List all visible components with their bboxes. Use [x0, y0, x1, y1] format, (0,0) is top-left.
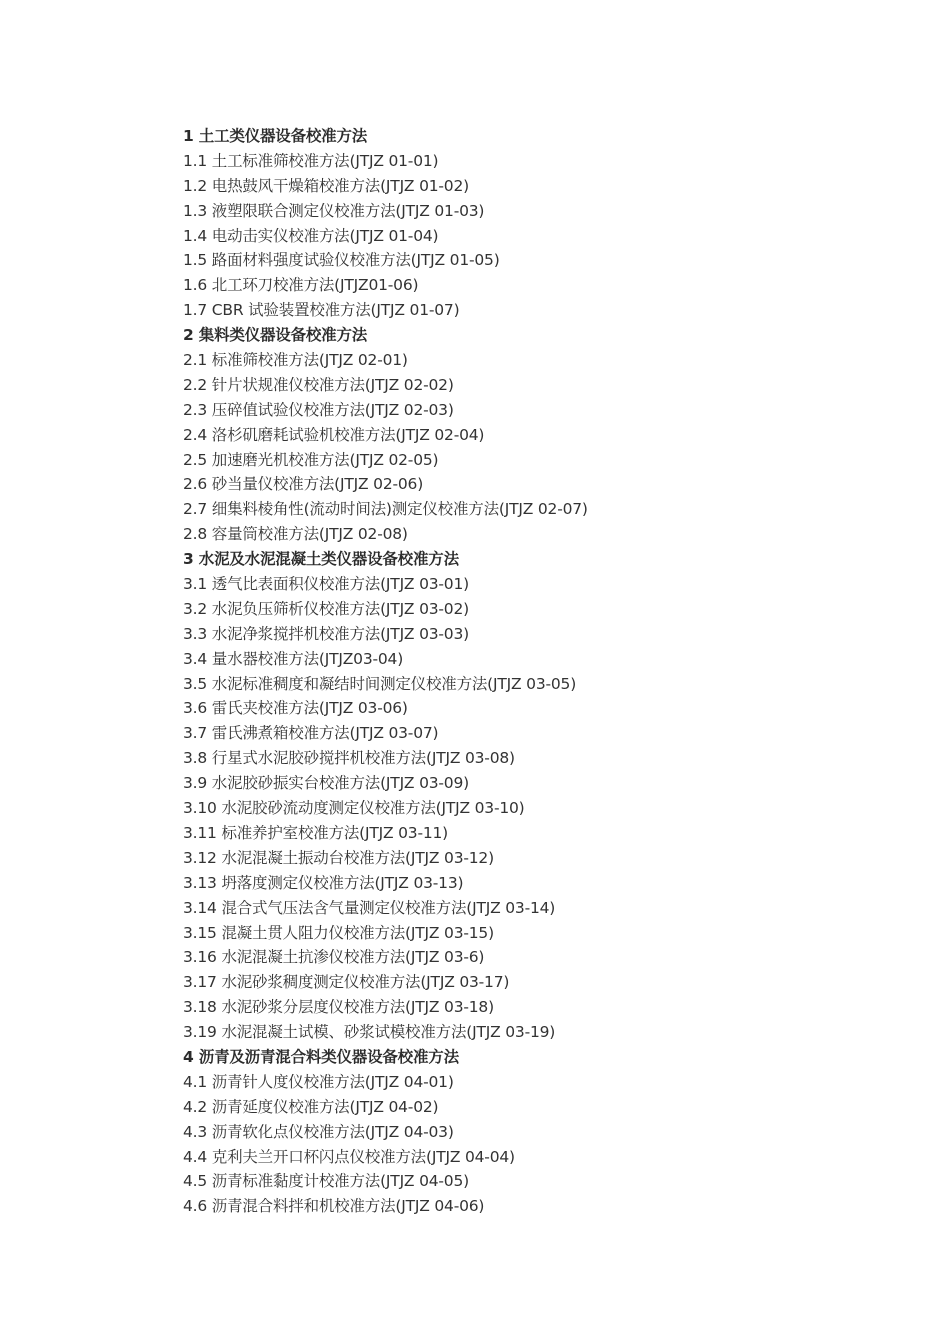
table-of-contents: [183, 124, 883, 1219]
toc-entry: 2.2 针片状规准仪校准方法(JTJZ 02-02): [183, 375, 454, 394]
toc-entry: 3.19 水泥混凝土试模、砂浆试模校准方法(JTJZ 03-19): [183, 1023, 556, 1042]
toc-entry: 2.3 压碎值试验仪校准方法(JTJZ 02-03): [183, 400, 454, 419]
toc-section-heading: 1 土工类仪器设备校准方法: [183, 127, 368, 145]
toc-entry: 3.13 坍落度测定仪校准方法(JTJZ 03-13): [183, 873, 464, 892]
toc-entry: 1.7 CBR 试验装置校准方法(JTJZ 01-07): [183, 301, 460, 320]
toc-entry: 1.5 路面材料强度试验仪校准方法(JTJZ 01-05): [183, 251, 500, 270]
toc-section-heading: 3 水泥及水泥混凝土类仪器设备校准方法: [183, 550, 459, 569]
toc-entry: 4.1 沥青针人度仪校准方法(JTJZ 04-01): [183, 1072, 454, 1091]
toc-entry: 2.1 标准筛校准方法(JTJZ 02-01): [183, 351, 408, 370]
toc-entry: 1.1 土工标准筛校准方法(JTJZ 01-01): [183, 151, 439, 170]
toc-section-heading: 4 沥青及沥青混合料类仪器设备校准方法: [183, 1047, 459, 1066]
toc-entry: 3.10 水泥胶砂流动度测定仪校准方法(JTJZ 03-10): [183, 799, 525, 818]
toc-entry: 1.6 北工环刀校准方法(JTJZ01-06): [183, 276, 419, 295]
toc-entry: 3.2 水泥负压筛析仪校准方法(JTJZ 03-02): [183, 599, 469, 618]
toc-entry: 3.4 量水器校准方法(JTJZ03-04): [183, 649, 404, 668]
toc-entry: 3.11 标准养护室校准方法(JTJZ 03-11): [183, 823, 449, 842]
toc-entry: 1.4 电动击实仪校准方法(JTJZ 01-04): [183, 226, 439, 245]
toc-entry: 3.6 雷氏夹校准方法(JTJZ 03-06): [183, 699, 408, 718]
toc-entry: 4.5 沥青标准黏度计校准方法(JTJZ 04-05): [183, 1172, 469, 1191]
toc-entry: 3.1 透气比表面积仪校准方法(JTJZ 03-01): [183, 575, 469, 594]
toc-entry: 3.7 雷氏沸煮箱校准方法(JTJZ 03-07): [183, 724, 439, 743]
toc-entry: 3.16 水泥混凝土抗渗仪校准方法(JTJZ 03-6): [183, 948, 485, 967]
toc-entry: 3.8 行星式水泥胶砂搅拌机校准方法(JTJZ 03-08): [183, 749, 515, 768]
toc-entry: 3.15 混凝土贯人阻力仪校准方法(JTJZ 03-15): [183, 923, 494, 942]
toc-entry: 3.5 水泥标准稠度和凝结时间测定仪校准方法(JTJZ 03-05): [183, 674, 577, 693]
toc-entry: 4.6 沥青混合料拌和机校准方法(JTJZ 04-06): [183, 1197, 485, 1216]
toc-entry: 4.2 沥青延度仪校准方法(JTJZ 04-02): [183, 1097, 439, 1116]
toc-entry: 2.4 洛杉矶磨耗试验机校准方法(JTJZ 02-04): [183, 425, 485, 444]
toc-entry: 3.3 水泥净浆搅拌机校准方法(JTJZ 03-03): [183, 624, 469, 643]
toc-entry: 4.3 沥青软化点仪校准方法(JTJZ 04-03): [183, 1122, 454, 1141]
toc-entry: 2.6 砂当量仪校准方法(JTJZ 02-06): [183, 475, 424, 494]
toc-entry: 3.17 水泥砂浆稠度测定仪校准方法(JTJZ 03-17): [183, 973, 510, 992]
toc-entry: 1.3 液塑限联合测定仪校准方法(JTJZ 01-03): [183, 201, 485, 220]
toc-entry: 1.2 电热鼓风干燥箱校准方法(JTJZ 01-02): [183, 176, 469, 195]
toc-entry: 2.5 加速磨光机校准方法(JTJZ 02-05): [183, 450, 439, 469]
toc-entry: 2.7 细集料棱角性(流动时间法)测定仪校准方法(JTJZ 02-07): [183, 500, 588, 519]
toc-entry: 3.12 水泥混凝土振动台校准方法(JTJZ 03-12): [183, 848, 494, 867]
toc-entry: 3.14 混合式气压法含气量测定仪校准方法(JTJZ 03-14): [183, 898, 556, 917]
toc-entry: 3.18 水泥砂浆分层度仪校准方法(JTJZ 03-18): [183, 998, 494, 1017]
toc-entry: 2.8 容量筒校准方法(JTJZ 02-08): [183, 525, 408, 544]
toc-entry: 3.9 水泥胶砂振实台校准方法(JTJZ 03-09): [183, 774, 469, 793]
toc-entry: 4.4 克利夫兰开口杯闪点仪校准方法(JTJZ 04-04): [183, 1147, 515, 1166]
toc-section-heading: 2 集料类仪器设备校准方法: [183, 326, 368, 345]
